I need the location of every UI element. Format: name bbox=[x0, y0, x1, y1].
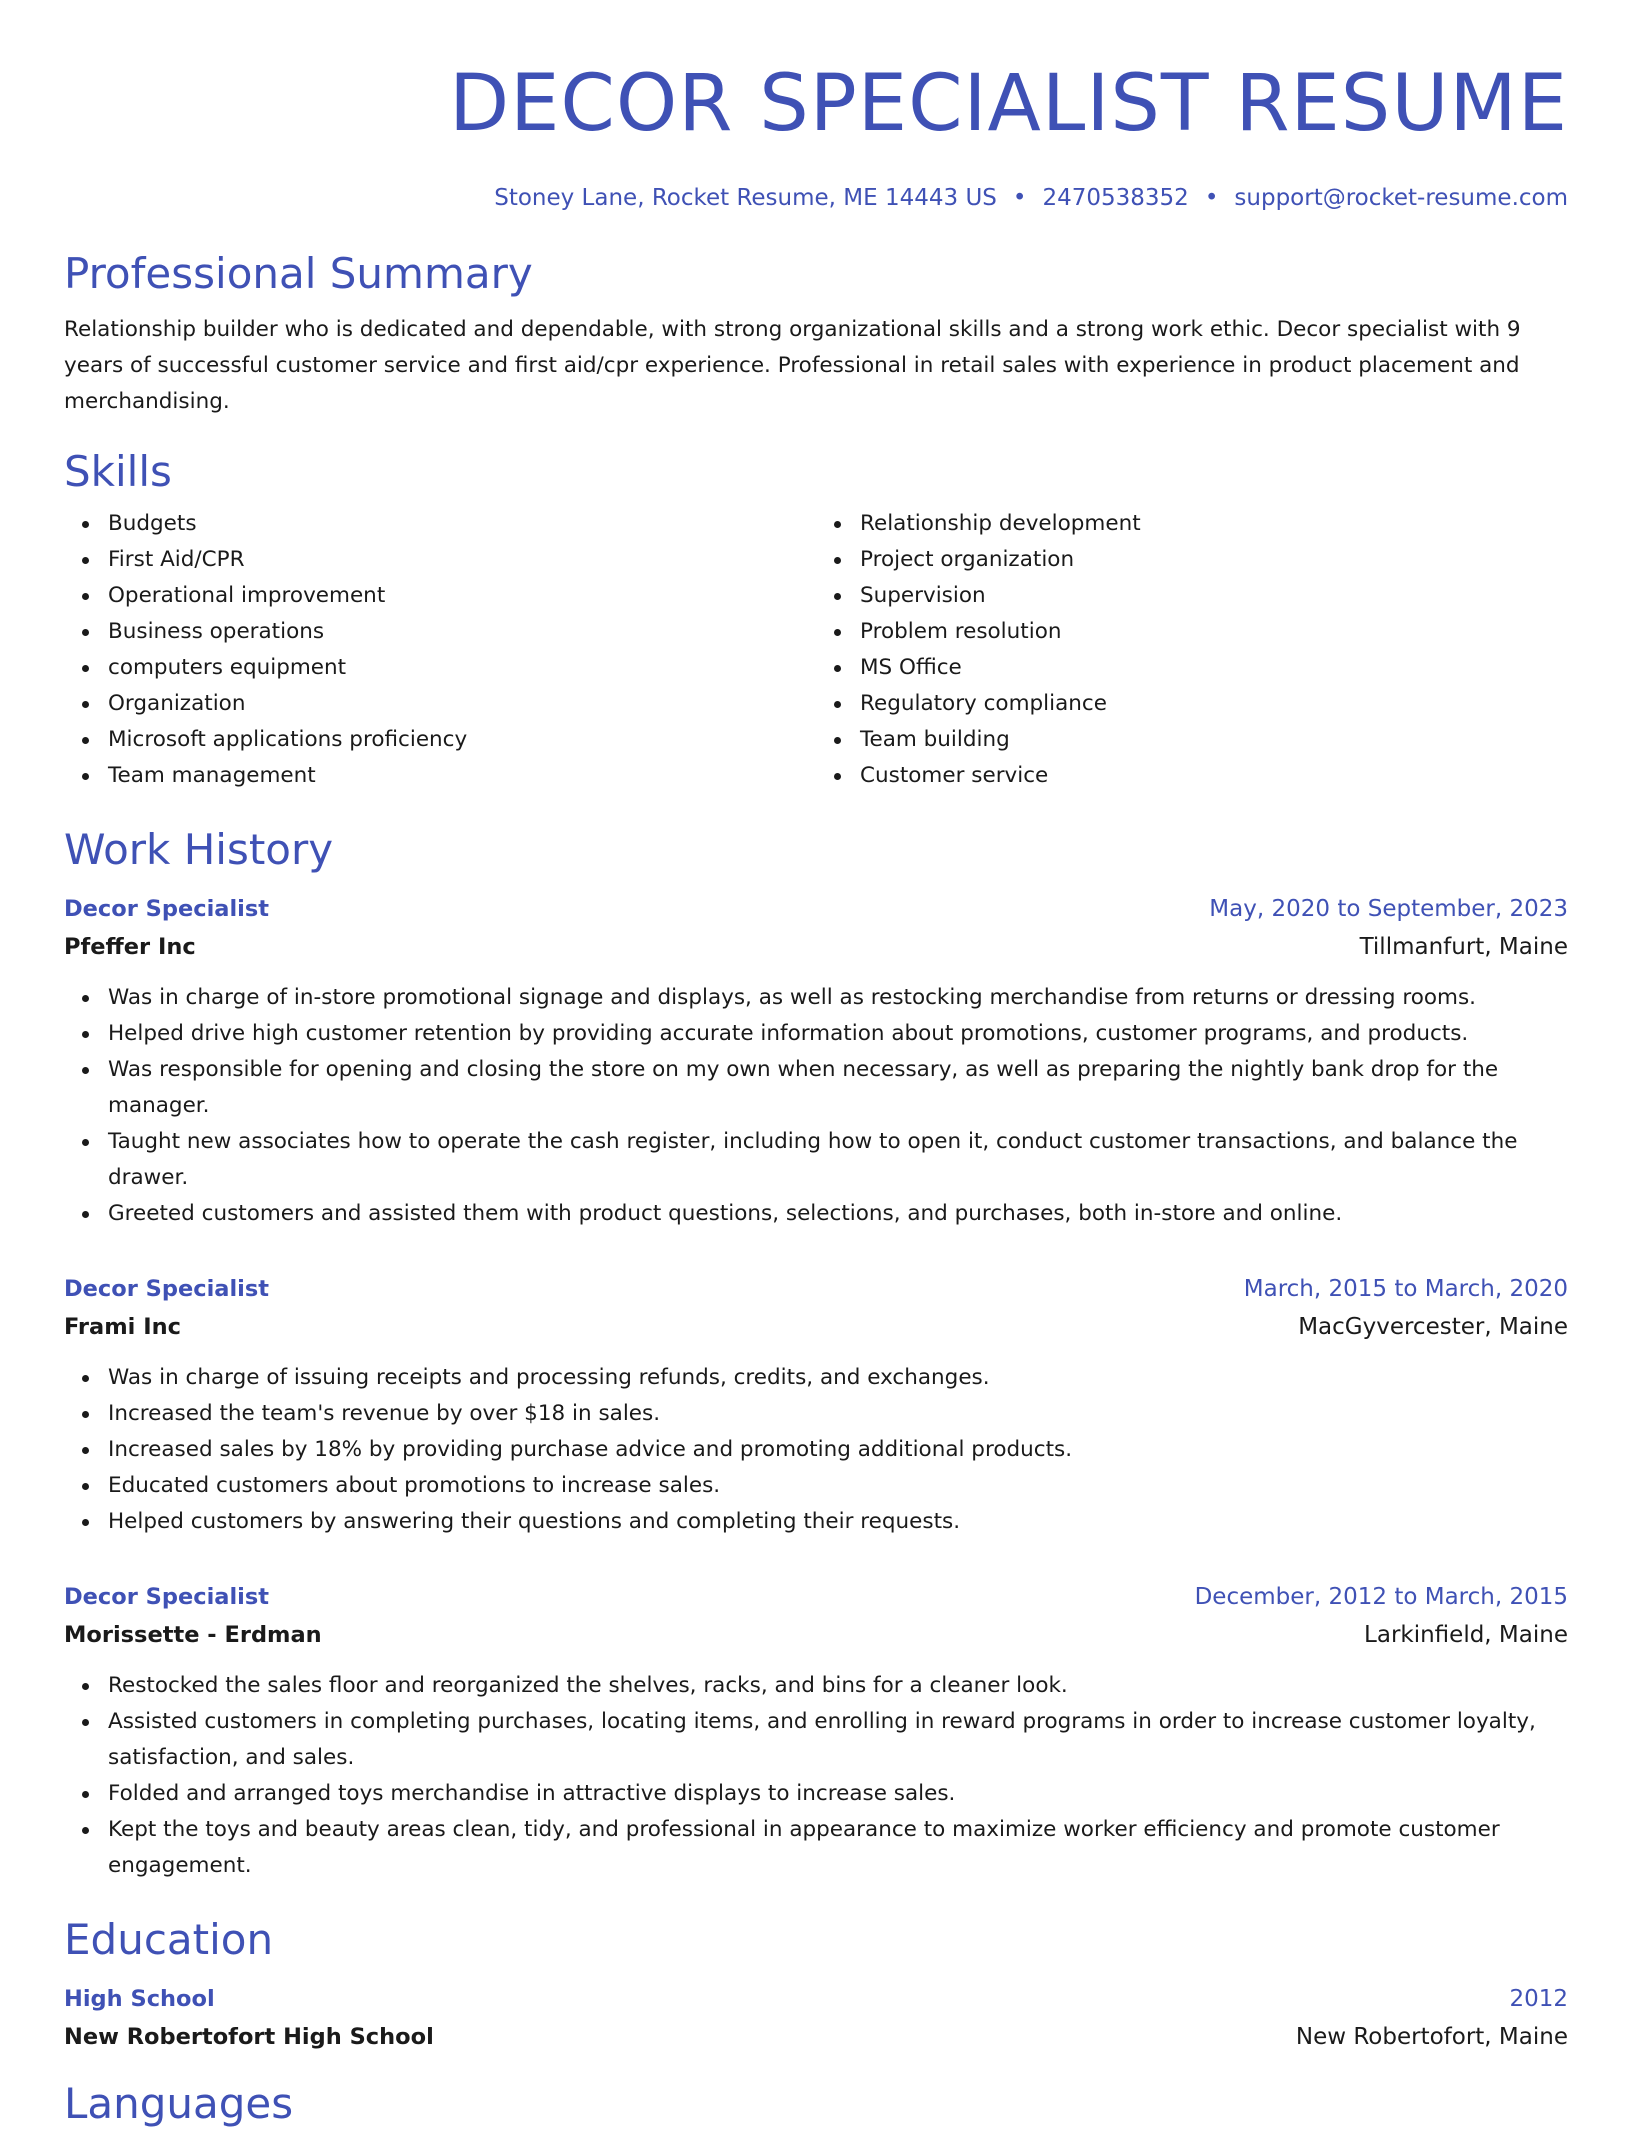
contact-separator: • bbox=[1012, 185, 1027, 211]
job-dates: March, 2015 to March, 2020 bbox=[1243, 1276, 1568, 1302]
skill-item: Team management bbox=[108, 758, 816, 794]
skill-item: Relationship development bbox=[860, 506, 1568, 542]
skill-item: MS Office bbox=[860, 650, 1568, 686]
languages-heading: Languages bbox=[64, 2079, 294, 2128]
job-title: Decor Specialist bbox=[64, 896, 270, 922]
job-company: Frami Inc bbox=[64, 1314, 181, 1340]
job-dates: December, 2012 to March, 2015 bbox=[1194, 1584, 1568, 1610]
resume-header bbox=[64, 58, 1568, 212]
skill-item: Operational improvement bbox=[108, 578, 816, 614]
contact-address: Stoney Lane, Rocket Resume, ME 14443 US bbox=[494, 185, 997, 211]
job-company-row bbox=[64, 928, 1568, 966]
job-bullet: Taught new associates how to operate the cash register, including how to open it, conduct customer transactions, and balance the drawer. bbox=[108, 1124, 1568, 1196]
skill-item: Organization bbox=[108, 686, 816, 722]
contact-phone: 2470538352 bbox=[1042, 185, 1189, 211]
contact-line bbox=[64, 184, 1568, 212]
job-bullets bbox=[64, 980, 1568, 1232]
job-bullet: Kept the toys and beauty areas clean, tidy, and professional in appearance to maximize worker efficiency and promote customer engagement. bbox=[108, 1812, 1568, 1884]
skill-item: Budgets bbox=[108, 506, 816, 542]
skill-item: Project organization bbox=[860, 542, 1568, 578]
resume-name: DECOR SPECIALIST RESUME bbox=[449, 59, 1568, 149]
job-bullet: Was responsible for opening and closing the store on my own when necessary, as well as preparing the nightly bank drop for the manager. bbox=[108, 1052, 1568, 1124]
education-heading: Education bbox=[64, 1915, 274, 1964]
job-company: Morissette - Erdman bbox=[64, 1622, 322, 1648]
job-header-row bbox=[64, 890, 1568, 928]
education-row bbox=[64, 2018, 1568, 2056]
job-location: MacGyvercester, Maine bbox=[1298, 1314, 1568, 1340]
contact-separator: • bbox=[1204, 185, 1219, 211]
skills-columns bbox=[64, 506, 1568, 794]
job-title: Decor Specialist bbox=[64, 1276, 270, 1302]
education-entry bbox=[64, 1980, 1568, 2056]
skill-item: First Aid/CPR bbox=[108, 542, 816, 578]
job-bullet: Increased the team's revenue by over $18 in sales. bbox=[108, 1396, 1568, 1432]
skill-item: Microsoft applications proficiency bbox=[108, 722, 816, 758]
skills-list-right bbox=[816, 506, 1568, 794]
work-history-list bbox=[64, 890, 1568, 1884]
job-bullet: Was in charge of issuing receipts and processing refunds, credits, and exchanges. bbox=[108, 1360, 1568, 1396]
job-company-row bbox=[64, 1616, 1568, 1654]
job-bullets bbox=[64, 1360, 1568, 1540]
job-company: Pfeffer Inc bbox=[64, 934, 196, 960]
work-history-heading: Work History bbox=[64, 825, 334, 874]
skills-list-left bbox=[64, 506, 816, 794]
job-entry bbox=[64, 890, 1568, 1232]
job-bullet: Helped drive high customer retention by providing accurate information about promotions, customer programs, and products. bbox=[108, 1016, 1568, 1052]
job-entry bbox=[64, 1270, 1568, 1540]
job-bullet: Assisted customers in completing purchases, locating items, and enrolling in reward programs in order to increase customer loyalty, satisfaction, and sales. bbox=[108, 1704, 1568, 1776]
skills-heading: Skills bbox=[64, 447, 172, 496]
summary-heading: Professional Summary bbox=[64, 249, 533, 298]
skill-item: Problem resolution bbox=[860, 614, 1568, 650]
job-location: Tillmanfurt, Maine bbox=[1359, 934, 1568, 960]
job-bullet: Folded and arranged toys merchandise in attractive displays to increase sales. bbox=[108, 1776, 1568, 1812]
job-bullet: Was in charge of in-store promotional signage and displays, as well as restocking merchandise from returns or dressing rooms. bbox=[108, 980, 1568, 1016]
job-bullet: Increased sales by 18% by providing purchase advice and promoting additional products. bbox=[108, 1432, 1568, 1468]
job-bullet: Restocked the sales floor and reorganized the shelves, racks, and bins for a cleaner look. bbox=[108, 1668, 1568, 1704]
skill-item: Business operations bbox=[108, 614, 816, 650]
job-bullet: Helped customers by answering their questions and completing their requests. bbox=[108, 1504, 1568, 1540]
job-header-row bbox=[64, 1270, 1568, 1308]
job-entry bbox=[64, 1578, 1568, 1884]
summary-text: Relationship builder who is dedicated and dependable, with strong organizational skills and a strong work ethic. Decor specialist with 9 years of successful customer service and first aid/cpr experience. Professional in retail sales with experience in product placement and merchandising. bbox=[64, 317, 1521, 414]
job-company-row bbox=[64, 1308, 1568, 1346]
job-title: Decor Specialist bbox=[64, 1584, 270, 1610]
education-location: New Robertofort, Maine bbox=[1295, 2024, 1568, 2050]
skill-item: computers equipment bbox=[108, 650, 816, 686]
job-dates: May, 2020 to September, 2023 bbox=[1209, 896, 1568, 922]
job-bullet: Educated customers about promotions to increase sales. bbox=[108, 1468, 1568, 1504]
education-row bbox=[64, 1980, 1568, 2018]
job-bullets bbox=[64, 1668, 1568, 1884]
job-bullet: Greeted customers and assisted them with product questions, selections, and purchases, both in-store and online. bbox=[108, 1196, 1568, 1232]
skill-item: Team building bbox=[860, 722, 1568, 758]
skill-item: Regulatory compliance bbox=[860, 686, 1568, 722]
skill-item: Customer service bbox=[860, 758, 1568, 794]
job-header-row bbox=[64, 1578, 1568, 1616]
education-degree: High School bbox=[64, 1986, 215, 2012]
contact-email[interactable]: support@rocket-resume.com bbox=[1234, 185, 1568, 211]
education-year: 2012 bbox=[1509, 1986, 1568, 2012]
education-school: New Robertofort High School bbox=[64, 2024, 434, 2050]
skill-item: Supervision bbox=[860, 578, 1568, 614]
job-location: Larkinfield, Maine bbox=[1364, 1622, 1568, 1648]
